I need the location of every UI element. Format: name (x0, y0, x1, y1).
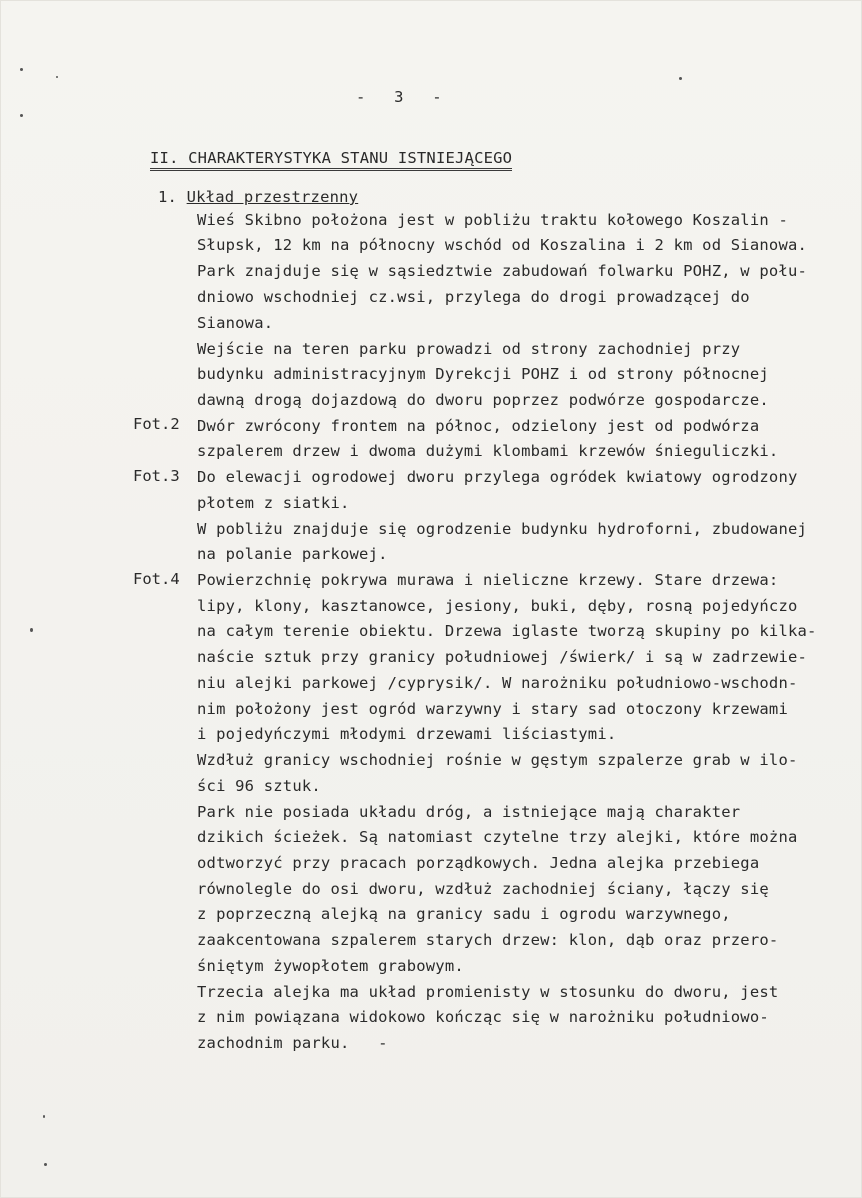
text-line: śniętym żywopłotem grabowym. (197, 957, 464, 975)
text-line: z poprzeczną alejką na granicy sadu i ogrodu warzywnego, (197, 905, 731, 923)
scan-speck (20, 68, 23, 71)
text-line: Sianowa. (197, 314, 274, 332)
text-line: Wieś Skibno położona jest w pobliżu traktu kołowego Koszalin - (197, 211, 788, 229)
text-line: Trzecia alejka ma układ promienisty w stosunku do dworu, jest (197, 983, 779, 1001)
section-heading: II. CHARAKTERYSTYKA STANU ISTNIEJĄCEGO (150, 149, 512, 171)
photo-ref-2: Fot.2 (133, 415, 180, 433)
subsection-number: 1. (158, 188, 178, 206)
text-line: odtworzyć przy pracach porządkowych. Jedna alejka przebiega (197, 854, 760, 872)
text-line: dzikich ścieżek. Są natomiast czytelne trzy alejki, które można (197, 828, 798, 846)
text-line: Słupsk, 12 km na północny wschód od Koszalina i 2 km od Sianowa. (197, 236, 808, 254)
text-line: Wejście na teren parku prowadzi od strony zachodniej przy (197, 340, 741, 358)
text-line: lipy, klony, kasztanowce, jesiony, buki, dęby, rosną pojedyńczo (197, 597, 798, 615)
scan-speck (679, 77, 682, 80)
subsection-heading (158, 188, 358, 206)
text-line: płotem z siatki. (197, 494, 350, 512)
text-line: naście sztuk przy granicy południowej /świerk/ i są w zadrzewie- (197, 648, 808, 666)
text-line: na całym terenie obiektu. Drzewa iglaste tworzą skupiny po kilka- (197, 622, 817, 640)
text-line: dniowo wschodniej cz.wsi, przylega do drogi prowadzącej do (197, 288, 750, 306)
text-line: Do elewacji ogrodowej dworu przylega ogródek kwiatowy ogrodzony (197, 468, 798, 486)
photo-ref-4: Fot.4 (133, 570, 180, 588)
text-line: W pobliżu znajduje się ogrodzenie budynku hydroforni, zbudowanej (197, 520, 808, 538)
text-line: ści 96 sztuk. (197, 777, 321, 795)
text-line: niu alejki parkowej /cyprysik/. W narożniku południowo-wschodn- (197, 674, 798, 692)
text-line: Park nie posiada układu dróg, a istniejące mają charakter (197, 803, 741, 821)
text-line: równolegle do osi dworu, wzdłuż zachodniej ściany, łączy się (197, 880, 769, 898)
text-line: zachodnim parku. - (197, 1034, 388, 1052)
text-line: nim położony jest ogród warzywny i stary sad otoczony krzewami (197, 700, 788, 718)
subsection-title: Układ przestrzenny (186, 188, 359, 206)
text-line: Powierzchnię pokrywa murawa i nieliczne krzewy. Stare drzewa: (197, 571, 779, 589)
scan-speck (43, 1115, 45, 1118)
text-line: Wzdłuż granicy wschodniej rośnie w gęstym szpalerze grab w ilo- (197, 751, 798, 769)
page-number: - 3 - (356, 88, 442, 106)
text-line: zaakcentowana szpalerem starych drzew: klon, dąb oraz przero- (197, 931, 779, 949)
text-line: dawną drogą dojazdową do dworu poprzez podwórze gospodarcze. (197, 391, 769, 409)
scan-speck (20, 114, 23, 117)
text-line: budynku administracyjnym Dyrekcji POHZ i od strony północnej (197, 365, 769, 383)
text-line: Park znajduje się w sąsiedztwie zabudowań folwarku POHZ, w połu- (197, 262, 808, 280)
text-line: i pojedyńczymi młodymi drzewami liściastymi. (197, 725, 617, 743)
scan-speck (44, 1163, 47, 1166)
photo-ref-3: Fot.3 (133, 467, 180, 485)
text-line: szpalerem drzew i dwoma dużymi klombami krzewów śnieguliczki. (197, 442, 779, 460)
text-line: na polanie parkowej. (197, 545, 388, 563)
scan-speck (30, 628, 33, 632)
scan-speck (56, 76, 58, 78)
text-line: Dwór zwrócony frontem na północ, odzielony jest od podwórza (197, 417, 760, 435)
text-line: z nim powiązana widokowo kończąc się w narożniku południowo- (197, 1008, 769, 1026)
